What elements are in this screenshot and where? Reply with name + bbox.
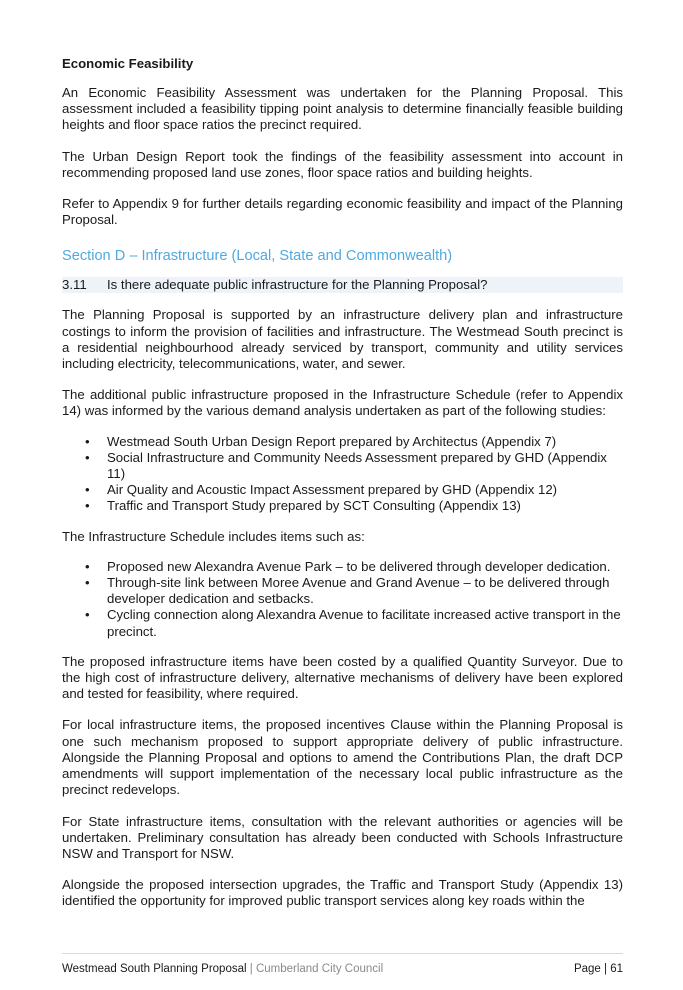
paragraph-schedule-intro: The Infrastructure Schedule includes items such as:	[62, 528, 365, 544]
paragraph-local-infrastructure: For local infrastructure items, the proposed incentives Clause within the Planning Proposal is one such mechanism proposed to support appropriate delivery of public infrastructure. Alongside the Planning Proposal and options to amend the Contributions Plan, the draft DCP amendments will support implementation of the necessary local public infrastructure as the precinct redevelops.	[62, 717, 623, 798]
footer-org: Cumberland City Council	[255, 963, 384, 975]
list-item: • Air Quality and Acoustic Impact Assessment prepared by GHD (Appendix 12)	[85, 482, 558, 498]
bullet-icon: •	[85, 449, 90, 465]
list-item: • Proposed new Alexandra Avenue Park – to be delivered through developer dedication.	[85, 558, 611, 574]
list-item: • Traffic and Transport Study prepared by SCT Consulting (Appendix 13)	[85, 498, 521, 514]
footer-divider	[62, 953, 623, 954]
bullet-icon: •	[85, 498, 90, 514]
paragraph-intersection: Alongside the proposed intersection upgrades, the Traffic and Transport Study (Appendix 13) identified the opportunity for improved public transport services along key roads within the	[62, 877, 623, 909]
paragraph-state-infrastructure: For State infrastructure items, consultation with the relevant authorities or agencies will be undertaken. Preliminary consultation has already been conducted with Schools Infrastructure NSW and Transport for NSW.	[62, 813, 623, 861]
paragraph-economic-1: An Economic Feasibility Assessment was undertaken for the Planning Proposal. This assessment included a feasibility tipping point analysis to determine financially feasible building heights and floor space ratios the precinct required.	[62, 85, 623, 133]
question-heading	[62, 277, 623, 293]
question-text: Is there adequate public infrastructure for the Planning Proposal?	[107, 277, 488, 293]
bullet-icon: •	[85, 558, 90, 574]
list-item: • Westmead South Urban Design Report prepared by Architectus (Appendix 7)	[85, 433, 557, 449]
bullet-icon: •	[85, 482, 90, 498]
footer-title: Westmead South Planning Proposal | Cumberland City Council	[62, 963, 384, 975]
section-d-heading: Section D – Infrastructure (Local, State and Commonwealth)	[62, 248, 453, 265]
page-number: Page | 61	[573, 963, 623, 975]
paragraph-economic-2: The Urban Design Report took the findings of the feasibility assessment into account in recommending proposed land use zones, floor space ratios and building heights.	[62, 148, 623, 180]
schedule-list	[62, 559, 623, 640]
list-item: • Through-site link between Moree Avenue and Grand Avenue – to be delivered through developer dedication and setbacks.	[85, 575, 610, 607]
list-item: • Social Infrastructure and Community Needs Assessment prepared by GHD (Appendix 11)	[85, 449, 607, 482]
bullet-icon: •	[85, 433, 90, 449]
paragraph-infra-2: The additional public infrastructure proposed in the Infrastructure Schedule (refer to Appendix 14) was informed by the various demand analysis undertaken as part of the following studies:	[62, 387, 623, 419]
paragraph-economic-3: Refer to Appendix 9 for further details regarding economic feasibility and impact of the Planning Proposal.	[62, 196, 623, 228]
heading-economic-feasibility: Economic Feasibility	[62, 56, 194, 71]
studies-list	[62, 434, 623, 515]
paragraph-infra-1: The Planning Proposal is supported by an infrastructure delivery plan and infrastructure costings to inform the provision of facilities and infrastructure. The Westmead South precinct is a residential neighbourhood already serviced by transport, community and utility services including electricity, telecommunications, water, and sewer.	[62, 307, 623, 372]
question-number: 3.11	[62, 277, 87, 293]
list-item: • Cycling connection along Alexandra Avenue to facilitate increased active transport in the precinct.	[85, 607, 621, 639]
page-body	[62, 56, 623, 925]
page-footer	[62, 962, 623, 976]
bullet-icon: •	[85, 575, 90, 591]
paragraph-costed: The proposed infrastructure items have been costed by a qualified Quantity Surveyor. Due to the high cost of infrastructure delivery, alternative mechanisms of delivery have been explored and tested for feasibility, where required.	[62, 653, 623, 702]
bullet-icon: •	[85, 607, 90, 623]
